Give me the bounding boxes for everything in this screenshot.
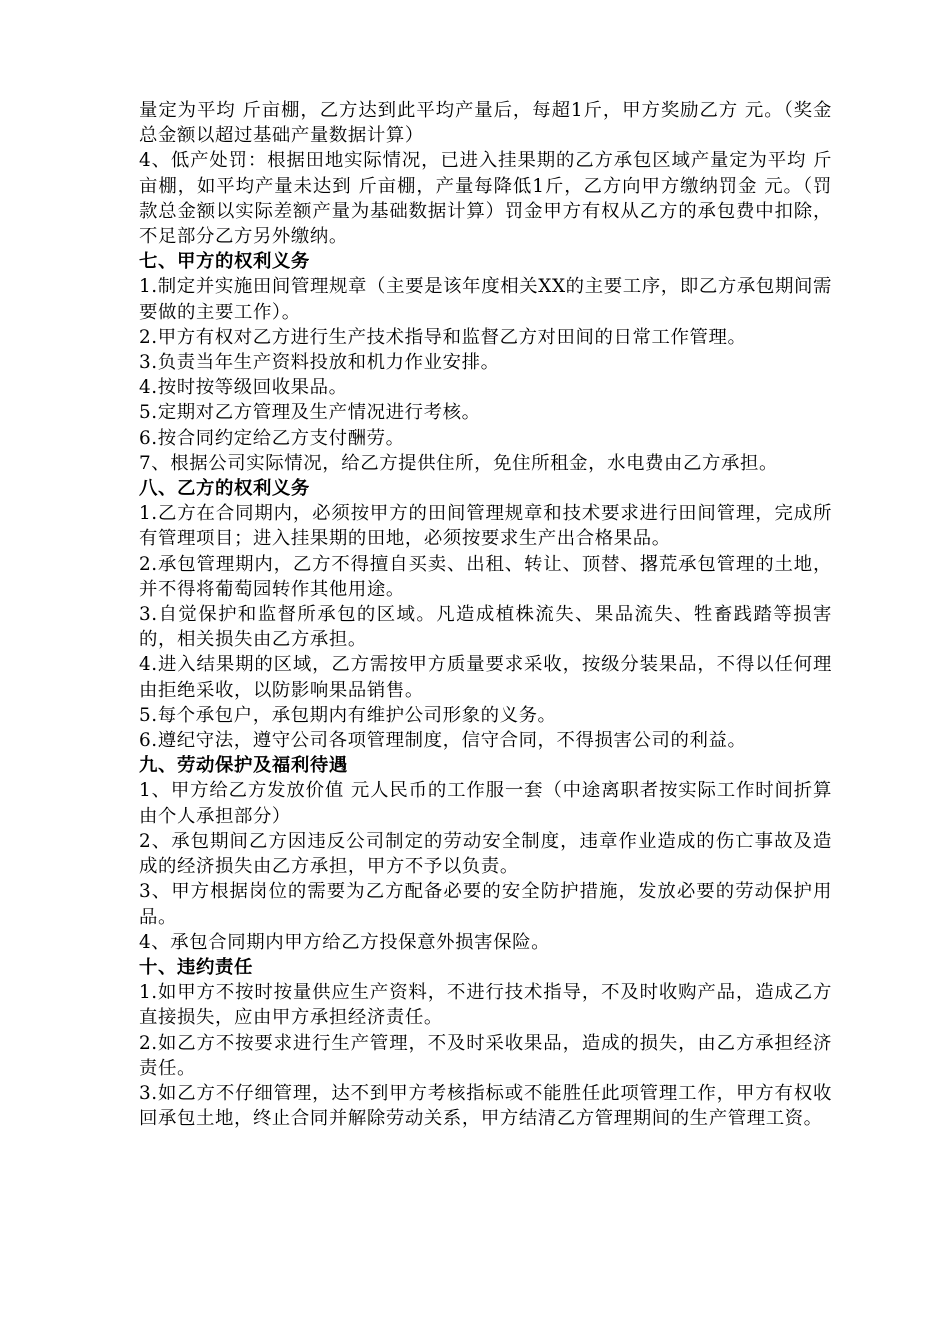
paragraph: 5.每个承包户，承包期内有维护公司形象的义务。 bbox=[139, 704, 557, 726]
paragraph: 2、承包期间乙方因违反公司制定的劳动安全制度，违章作业造成的伤亡事故及造成的经济损失由乙方承担，甲方不予以负责。 bbox=[139, 830, 832, 878]
paragraph: 2.承包管理期内，乙方不得擅自买卖、出租、转让、顶替、撂荒承包管理的土地，并不得将葡萄园转作其他用途。 bbox=[139, 553, 832, 600]
section-heading: 十、违约责任 bbox=[139, 956, 253, 978]
paragraph: 3、甲方根据岗位的需要为乙方配备必要的安全防护措施，发放必要的劳动保护用品。 bbox=[139, 881, 832, 928]
paragraph: 2.甲方有权对乙方进行生产技术指导和监督乙方对田间的日常工作管理。 bbox=[139, 326, 747, 348]
paragraph: 4.按时按等级回收果品。 bbox=[139, 377, 348, 399]
section-heading: 八、乙方的权利义务 bbox=[139, 478, 310, 500]
section-heading: 九、劳动保护及福利待遇 bbox=[139, 755, 348, 777]
paragraph: 6.遵纪守法，遵守公司各项管理制度，信守合同，不得损害公司的利益。 bbox=[139, 730, 747, 752]
paragraph: 3.自觉保护和监督所承包的区域。凡造成植株流失、果品流失、牲畜践踏等损害的，相关损失由乙方承担。 bbox=[139, 604, 832, 651]
paragraph: 4.进入结果期的区域，乙方需按甲方质量要求采收，按级分装果品，不得以任何理由拒绝采收，以防影响果品销售。 bbox=[139, 654, 832, 701]
paragraph: 3.负责当年生产资料投放和机力作业安排。 bbox=[139, 352, 500, 374]
paragraph: 3.如乙方不仔细管理，达不到甲方考核指标或不能胜任此项管理工作，甲方有权收回承包土地，终止合同并解除劳动关系，甲方结清乙方管理期间的生产管理工资。 bbox=[139, 1082, 832, 1130]
section-heading: 七、甲方的权利义务 bbox=[139, 251, 310, 273]
paragraph: 1.制定并实施田间管理规章（主要是该年度相关XX的主要工序，即乙方承包期间需要做的主要工作）。 bbox=[139, 276, 832, 323]
paragraph: 量定为平均 斤亩棚，乙方达到此平均产量后，每超1斤，甲方奖励乙方 元。（奖金总金额以超过基础产量数据计算） bbox=[139, 100, 832, 147]
paragraph: 1.如甲方不按时按量供应生产资料，不进行技术指导，不及时收购产品，造成乙方直接损失，应由甲方承担经济责任。 bbox=[139, 982, 832, 1029]
paragraph: 6.按合同约定给乙方支付酬劳。 bbox=[139, 427, 405, 449]
paragraph: 7、根据公司实际情况，给乙方提供住所，免住所租金，水电费由乙方承担。 bbox=[139, 452, 778, 474]
paragraph: 4、低产处罚：根据田地实际情况，已进入挂果期的乙方承包区域产量定为平均 斤亩棚，如平均产量未达到 斤亩棚，产量每降低1斤，乙方向甲方缴纳罚金 元。（罚款总金额以实际差额产量为基础数据计算）罚金甲方有权从乙方的承包费中扣除，不足部分乙方另外缴纳。 bbox=[139, 150, 832, 248]
paragraph: 5.定期对乙方管理及生产情况进行考核。 bbox=[139, 402, 481, 424]
paragraph: 2.如乙方不按要求进行生产管理，不及时采收果品，造成的损失，由乙方承担经济责任。 bbox=[139, 1032, 832, 1079]
paragraph: 4、承包合同期内甲方给乙方投保意外损害保险。 bbox=[139, 931, 551, 953]
paragraph: 1.乙方在合同期内，必须按甲方的田间管理规章和技术要求进行田间管理，完成所有管理项目；进入挂果期的田地，必须按要求生产出合格果品。 bbox=[139, 503, 832, 550]
paragraph: 1、甲方给乙方发放价值 元人民币的工作服一套（中途离职者按实际工作时间折算由个人承担部分） bbox=[139, 780, 832, 827]
